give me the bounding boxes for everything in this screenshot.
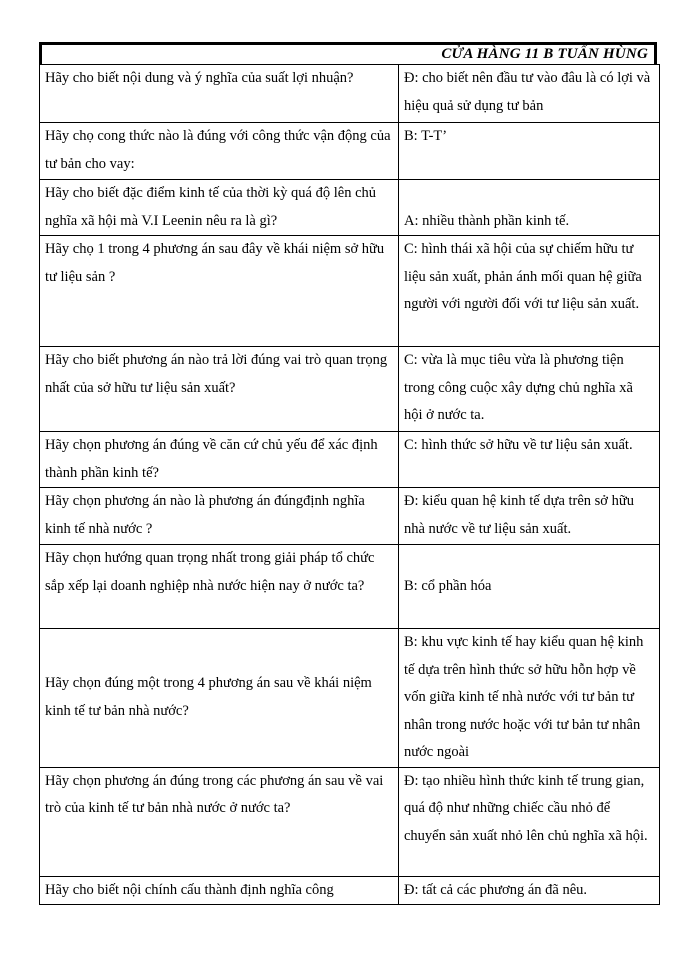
answer-cell: Đ: tạo nhiều hình thức kinh tế trung gian, quá độ như những chiếc cầu nhỏ để chuyển sản xuất nhỏ lên chủ nghĩa xã hội. [399,767,660,876]
answer-cell: B: cổ phần hóa [399,545,660,629]
answer-cell: Đ: kiểu quan hệ kinh tế dựa trên sở hữu nhà nước về tư liệu sản xuất. [399,488,660,545]
question-cell: Hãy chọ 1 trong 4 phương án sau đây về khái niệm sở hữu tư liệu sản ? [40,236,399,347]
question-cell: Hãy chọn phương án đúng trong các phương án sau về vai trò của kinh tế tư bản nhà nước ở nước ta? [40,767,399,876]
question-cell: Hãy cho biết đặc điểm kinh tế của thời kỳ quá độ lên chủ nghĩa xã hội mà V.I Leenin nêu ra là gì? [40,180,399,236]
question-cell: Hãy chọn đúng một trong 4 phương án sau về khái niệm kinh tế tư bản nhà nước? [40,629,399,768]
table-row [40,876,660,905]
qa-table [39,64,660,905]
header-title: CỬA HÀNG 11 B TUẤN HÙNG [441,46,648,62]
question-cell: Hãy chọn phương án nào là phương án đúngđịnh nghĩa kinh tế nhà nước ? [40,488,399,545]
table-row [40,432,660,488]
answer-cell: B: khu vực kinh tế hay kiểu quan hệ kinh tế dựa trên hình thức sở hữu hỗn hợp về vốn giữa kinh tế nhà nước với tư bản tư nhân trong nước hoặc với tư bản tư nhân nước ngoài [399,629,660,768]
table-row [40,347,660,432]
table-row [40,488,660,545]
question-cell: Hãy chọn hướng quan trọng nhất trong giải pháp tổ chức sắp xếp lại doanh nghiệp nhà nước hiện nay ở nước ta? [40,545,399,629]
page-header [39,42,657,64]
question-cell: Hãy cho biết nội dung và ý nghĩa của suất lợi nhuận? [40,65,399,123]
question-cell: Hãy chọn phương án đúng về căn cứ chủ yếu để xác định thành phần kinh tế? [40,432,399,488]
table-row [40,180,660,236]
table-row [40,545,660,629]
table-row [40,767,660,876]
question-cell: Hãy chọ cong thức nào là đúng với công thức vận động của tư bản cho vay: [40,123,399,180]
table-row [40,236,660,347]
answer-cell: C: hình thức sở hữu về tư liệu sản xuất. [399,432,660,488]
answer-cell: C: vừa là mục tiêu vừa là phương tiện trong công cuộc xây dựng chủ nghĩa xã hội ở nước ta. [399,347,660,432]
answer-cell: A: nhiều thành phần kinh tế. [399,180,660,236]
answer-cell: Đ: cho biết nên đầu tư vào đâu là có lợi và hiệu quả sử dụng tư bản [399,65,660,123]
table-row [40,123,660,180]
answer-cell: B: T-T’ [399,123,660,180]
question-cell: Hãy cho biết phương án nào trả lời đúng vai trò quan trọng nhất của sở hữu tư liệu sản xuất? [40,347,399,432]
table-row [40,65,660,123]
answer-cell: C: hình thái xã hội của sự chiếm hữu tư liệu sản xuất, phản ánh mối quan hệ giữa người với người đối với tư liệu sản xuất. [399,236,660,347]
answer-cell: Đ: tất cả các phương án đã nêu. [399,876,660,905]
question-cell: Hãy cho biết nội chính cấu thành định nghĩa công [40,876,399,905]
table-row [40,629,660,768]
